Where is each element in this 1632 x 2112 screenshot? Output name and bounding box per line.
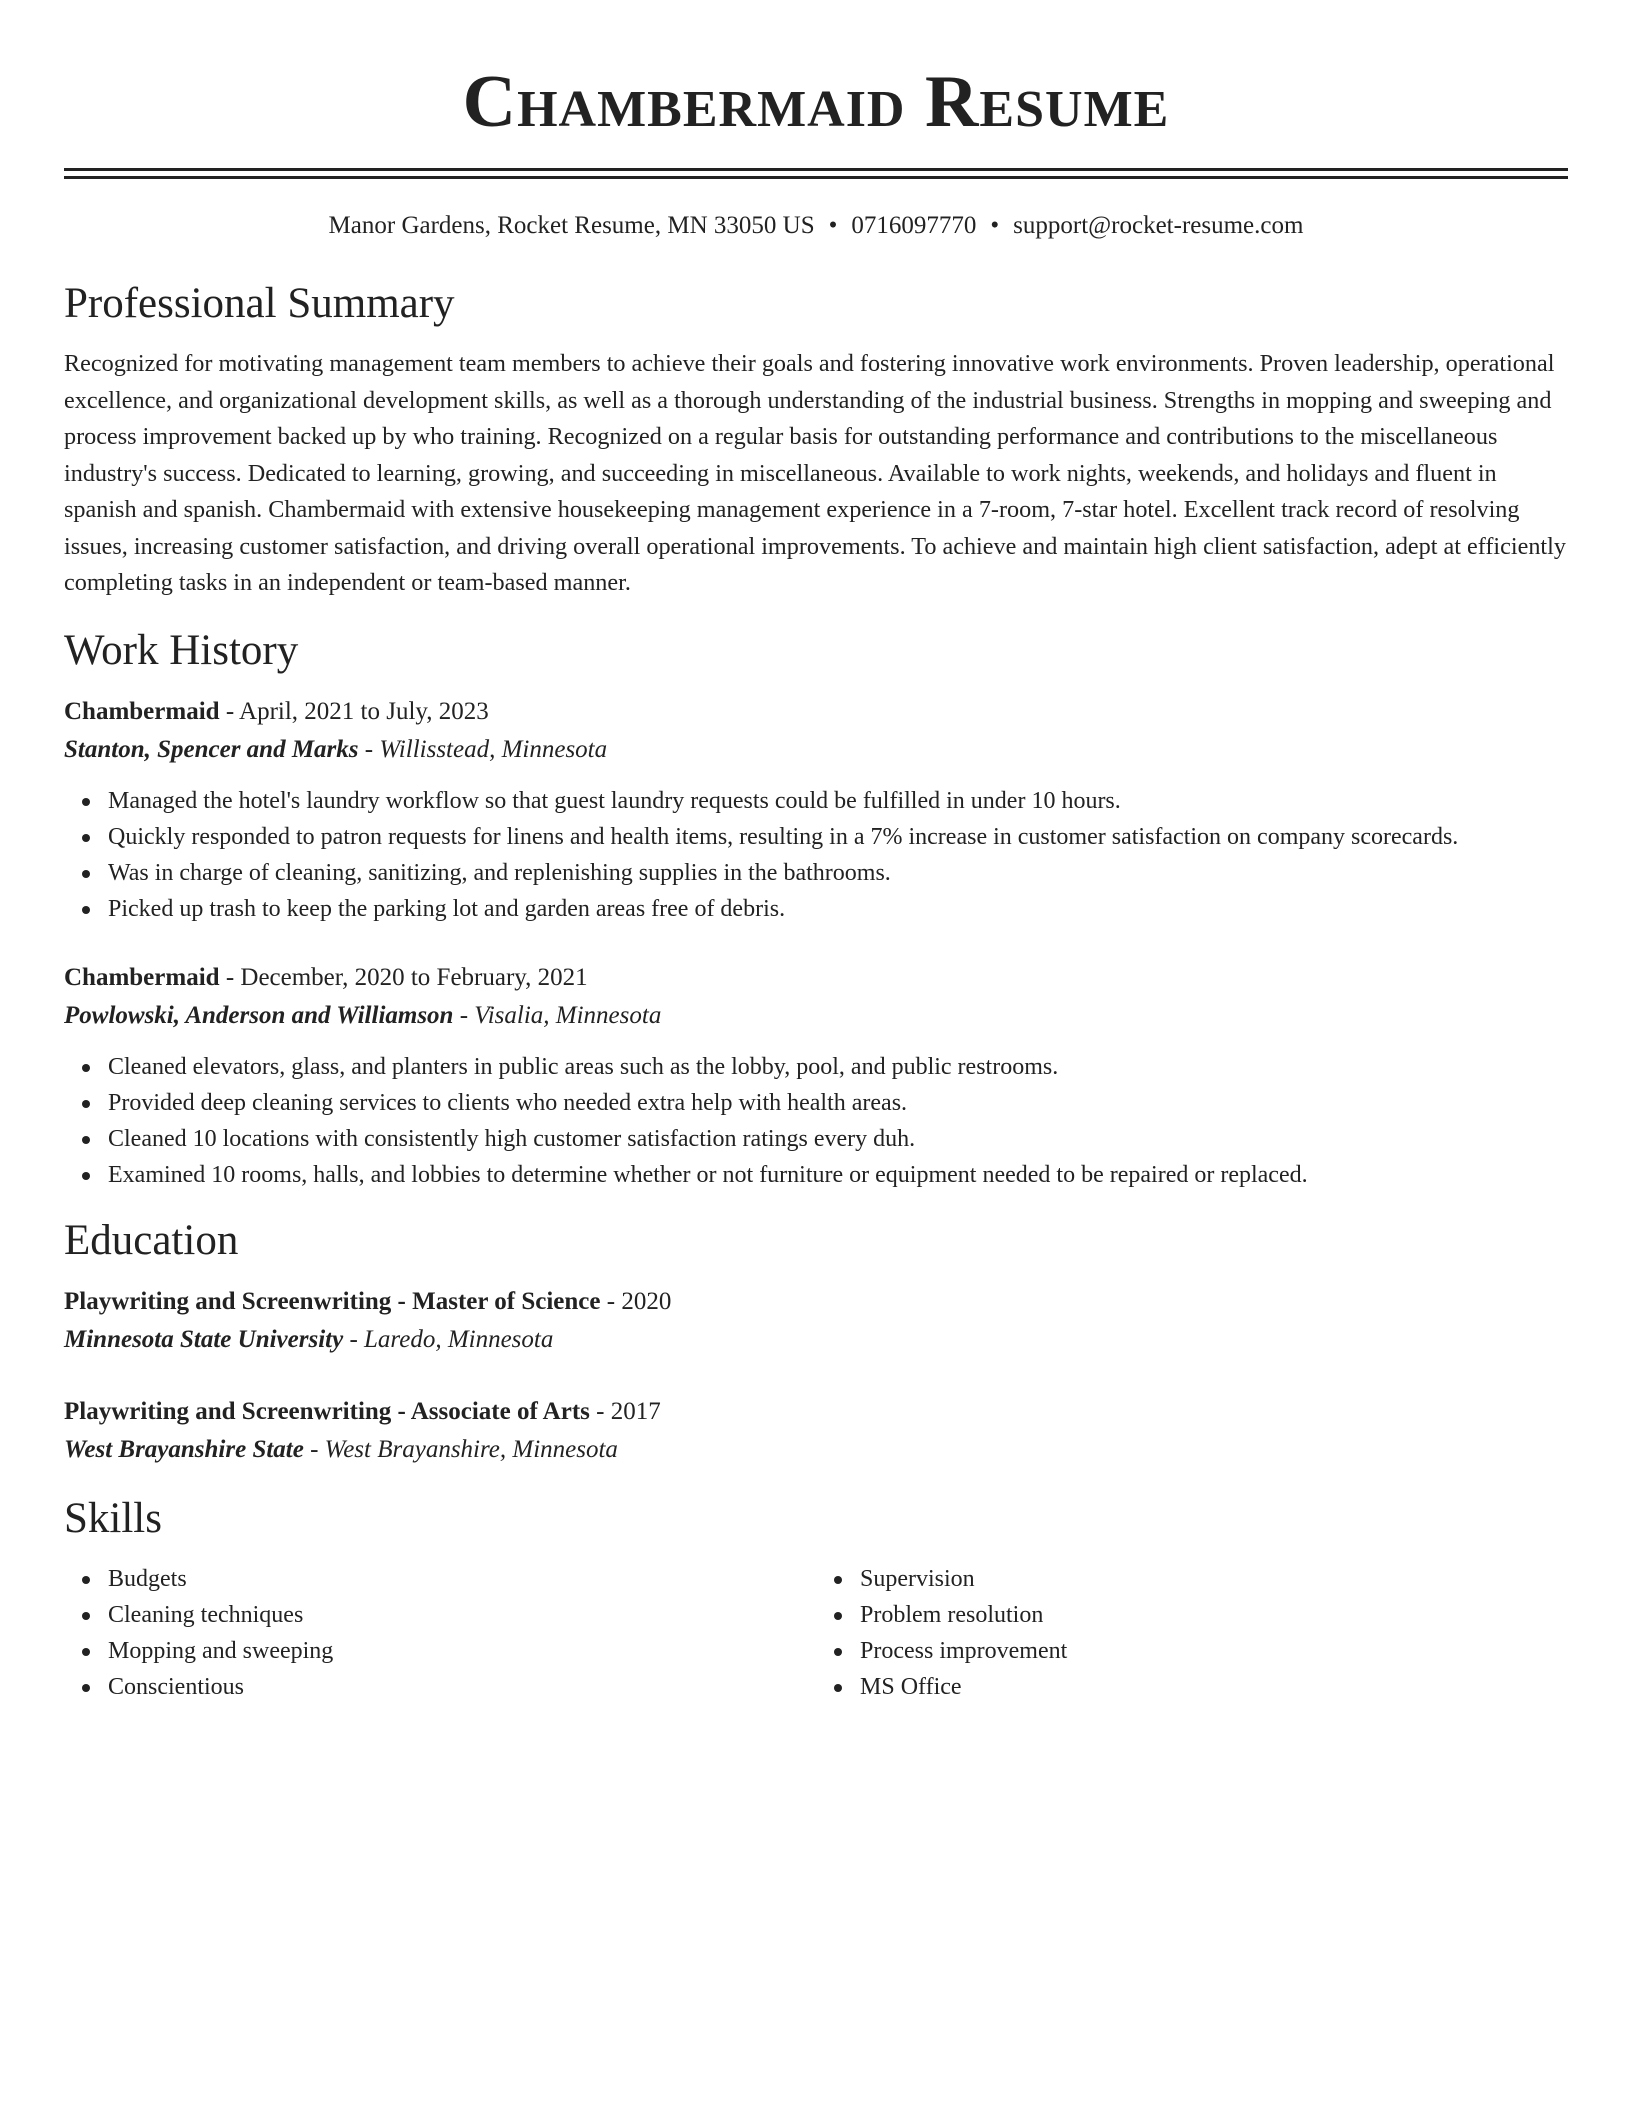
- skill-item: Problem resolution: [860, 1597, 1568, 1633]
- education-entry: [64, 1393, 1568, 1469]
- contact-email: support@rocket-resume.com: [1013, 212, 1304, 239]
- job-duties-list: [64, 1049, 1568, 1193]
- job-title: Chambermaid: [64, 697, 220, 725]
- summary-text: Recognized for motivating management team members to achieve their goals and fostering innovative work environments. Proven leadership, operational excellence, and organizational development skills, as well as a thorough understanding of the industrial business. Strengths in mopping and sweeping and process improvement backed up by who training. Recognized on a regular basis for outstanding performance and contributions to the miscellaneous industry's success. Dedicated to learning, growing, and succeeding in miscellaneous. Available to work nights, weekends, and holidays and fluent in spanish and spanish. Chambermaid with extensive housekeeping management experience in a 7-room, 7-star hotel. Excellent track record of resolving issues, increasing customer satisfaction, and driving overall operational improvements. To achieve and maintain high client satisfaction, adept at efficiently completing tasks in an independent or team-based manner.: [64, 350, 1566, 596]
- resume-page: [64, 0, 1568, 1705]
- contact-address: Manor Gardens, Rocket Resume, MN 33050 US: [328, 212, 815, 239]
- job-dates: April, 2021 to July, 2023: [239, 697, 489, 725]
- employer-line: Stanton, Spencer and Marks - Willisstead, Minnesota: [64, 735, 608, 763]
- skill-item: Supervision: [860, 1561, 1568, 1597]
- title-double-rule: [64, 168, 1568, 179]
- education-entry: [64, 1283, 1568, 1359]
- skills-list-right: [816, 1561, 1568, 1705]
- list-item: Examined 10 rooms, halls, and lobbies to determine whether or not furniture or equipment needed to be repaired or replaced.: [108, 1157, 1568, 1193]
- skill-item: Cleaning techniques: [108, 1597, 816, 1633]
- skill-item: Budgets: [108, 1561, 816, 1597]
- degree-line: Playwriting and Screenwriting - Associate of Arts - 2017: [64, 1397, 661, 1425]
- employer-line: Powlowski, Anderson and Williamson - Visalia, Minnesota: [64, 1001, 662, 1029]
- list-item: Provided deep cleaning services to clients who needed extra help with health areas.: [108, 1085, 1568, 1121]
- employer-name: Stanton, Spencer and Marks: [64, 735, 359, 763]
- education-heading: Education: [64, 1216, 239, 1264]
- list-item: Was in charge of cleaning, sanitizing, and replenishing supplies in the bathrooms.: [108, 855, 1568, 891]
- employer-location: Visalia, Minnesota: [474, 1001, 662, 1029]
- job-dates: December, 2020 to February, 2021: [240, 963, 588, 991]
- employer-name: Powlowski, Anderson and Williamson: [64, 1001, 454, 1029]
- skill-item: Conscientious: [108, 1669, 816, 1705]
- degree-year: 2017: [610, 1397, 661, 1425]
- list-item: Cleaned 10 locations with consistently high customer satisfaction ratings every duh.: [108, 1121, 1568, 1157]
- job-duties-list: [64, 783, 1568, 927]
- contact-separator: •: [990, 212, 1000, 239]
- job-entry: [64, 693, 1568, 927]
- school-name: West Brayanshire State: [64, 1435, 304, 1463]
- skills-list-left: [64, 1561, 816, 1705]
- skills-heading: Skills: [64, 1494, 162, 1542]
- job-title: Chambermaid: [64, 963, 220, 991]
- list-item: Managed the hotel's laundry workflow so that guest laundry requests could be fulfilled in under 10 hours.: [108, 783, 1568, 819]
- contact-line: [64, 208, 1568, 244]
- school-line: Minnesota State University - Laredo, Minnesota: [64, 1325, 554, 1353]
- resume-title: Chambermaid Resume: [462, 61, 1170, 143]
- skill-item: Mopping and sweeping: [108, 1633, 816, 1669]
- job-title-line: Chambermaid - April, 2021 to July, 2023: [64, 697, 489, 725]
- skills-columns: [64, 1561, 1568, 1705]
- school-name: Minnesota State University: [64, 1325, 344, 1353]
- contact-separator: •: [828, 212, 838, 239]
- summary-heading: Professional Summary: [64, 280, 455, 327]
- employer-location: Willisstead, Minnesota: [379, 735, 608, 763]
- list-item: Quickly responded to patron requests for linens and health items, resulting in a 7% increase in customer satisfaction on company scorecards.: [108, 819, 1568, 855]
- list-item: Cleaned elevators, glass, and planters in public areas such as the lobby, pool, and public restrooms.: [108, 1049, 1568, 1085]
- skill-item: MS Office: [860, 1669, 1568, 1705]
- degree-year: 2020: [621, 1287, 672, 1315]
- school-location: West Brayanshire, Minnesota: [324, 1435, 618, 1463]
- school-line: West Brayanshire State - West Brayanshire, Minnesota: [64, 1435, 618, 1463]
- job-title-line: Chambermaid - December, 2020 to February, 2021: [64, 963, 588, 991]
- list-item: Picked up trash to keep the parking lot and garden areas free of debris.: [108, 891, 1568, 927]
- job-entry: [64, 959, 1568, 1193]
- contact-phone: 0716097770: [851, 212, 977, 239]
- degree-name: Playwriting and Screenwriting - Associate of Arts: [64, 1397, 590, 1425]
- skill-item: Process improvement: [860, 1633, 1568, 1669]
- degree-line: Playwriting and Screenwriting - Master of Science - 2020: [64, 1287, 672, 1315]
- work-history-heading: Work History: [64, 626, 299, 674]
- school-location: Laredo, Minnesota: [364, 1325, 554, 1353]
- degree-name: Playwriting and Screenwriting - Master of Science: [64, 1287, 601, 1315]
